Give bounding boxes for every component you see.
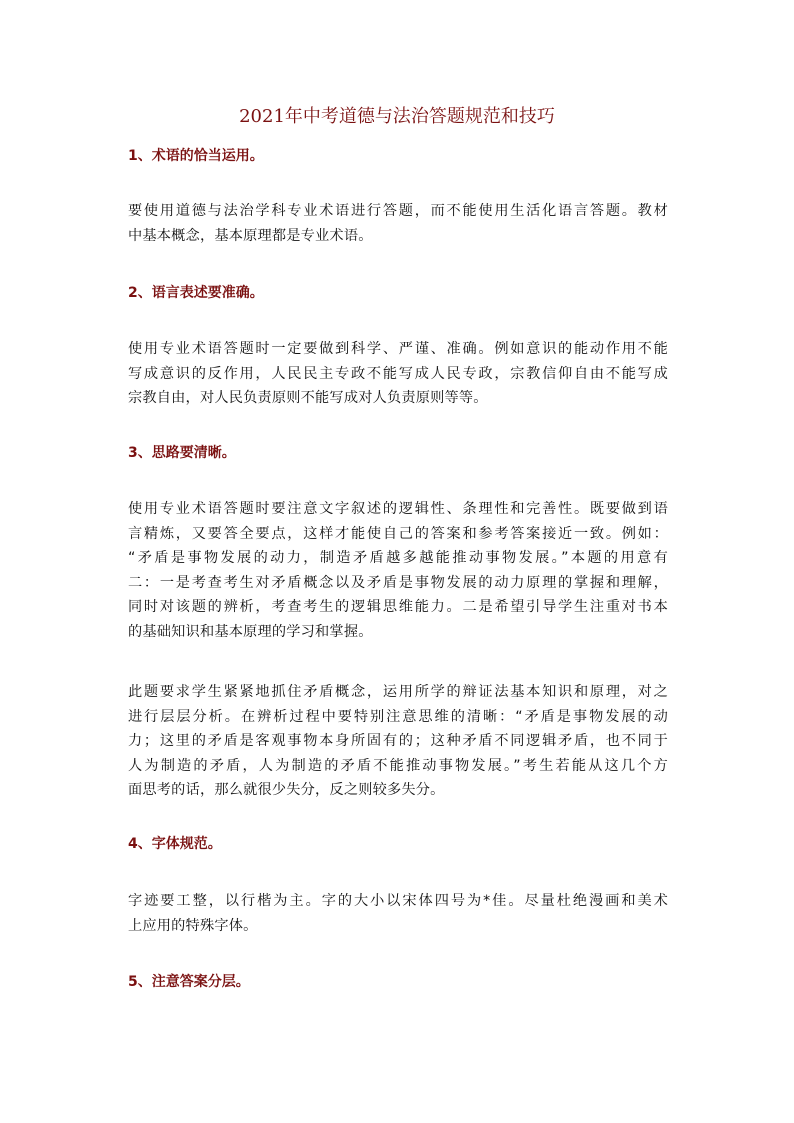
section-4-paragraph-1	[128, 889, 668, 938]
text-line: 字迹要工整，以行楷为主。字的大小以宋体四号为*佳。尽量杜绝漫画和美术	[128, 893, 668, 909]
text-line: 面思考的话，那么就很少失分，反之则较多失分。	[128, 782, 445, 799]
section-heading-5: 5、注意答案分层。	[128, 974, 250, 990]
section-heading-3: 3、思路要清晰。	[128, 445, 236, 461]
section-heading-2: 2、语言表述要准确。	[128, 285, 264, 301]
text-line: 此题要求学生紧紧地抓住矛盾概念，运用所学的辩证法基本知识和原理，对之	[128, 684, 668, 700]
text-line: 的基础知识和基本原理的学习和掌握。	[128, 623, 373, 640]
text-line: 写成意识的反作用，人民民主专政不能写成人民专政，宗教信仰自由不能写成	[128, 365, 668, 382]
text-line: 中基本概念，基本原理都是专业术语。	[128, 227, 373, 244]
section-heading-4: 4、字体规范。	[128, 836, 222, 852]
text-line: 上应用的特殊字体。	[128, 917, 258, 934]
section-3-paragraph-2	[128, 680, 668, 803]
text-line: “矛盾是事物发展的动力，制造矛盾越多越能推动事物发展。”本题的用意有	[128, 550, 668, 567]
document-title: 2021年中考道德与法治答题规范和技巧	[239, 106, 555, 127]
text-line: 进行层层分析。在辨析过程中要特别注意思维的清晰：“矛盾是事物发展的动	[128, 708, 668, 725]
text-line: 使用专业术语答题时一定要做到科学、严谨、准确。例如意识的能动作用不能	[128, 341, 668, 357]
text-line: 言精炼，又要答全要点，这样才能使自己的答案和参考答案接近一致。例如：	[128, 525, 668, 542]
text-line: 同时对该题的辨析，考查考生的逻辑思维能力。二是希望引导学生注重对书本	[128, 599, 668, 616]
text-line: 要使用道德与法治学科专业术语进行答题，而不能使用生活化语言答题。教材	[128, 203, 668, 219]
section-2-paragraph-1	[128, 337, 668, 411]
text-line: 力；这里的矛盾是客观事物本身所固有的；这种矛盾不同逻辑矛盾，也不同于	[128, 733, 668, 750]
text-line: 人为制造的矛盾，人为制造的矛盾不能推动事物发展。”考生若能从这几个方	[128, 757, 668, 774]
section-3-paragraph-1	[128, 497, 668, 645]
text-line: 使用专业术语答题时要注意文字叙述的逻辑性、条理性和完善性。既要做到语	[128, 501, 668, 517]
section-1-paragraph-1	[128, 199, 668, 248]
text-line: 二：一是考查考生对矛盾概念以及矛盾是事物发展的动力原理的掌握和理解，	[128, 574, 668, 591]
section-heading-1: 1、术语的恰当运用。	[128, 148, 264, 164]
text-line: 宗教自由，对人民负责原则不能写成对人负责原则等等。	[128, 390, 488, 407]
